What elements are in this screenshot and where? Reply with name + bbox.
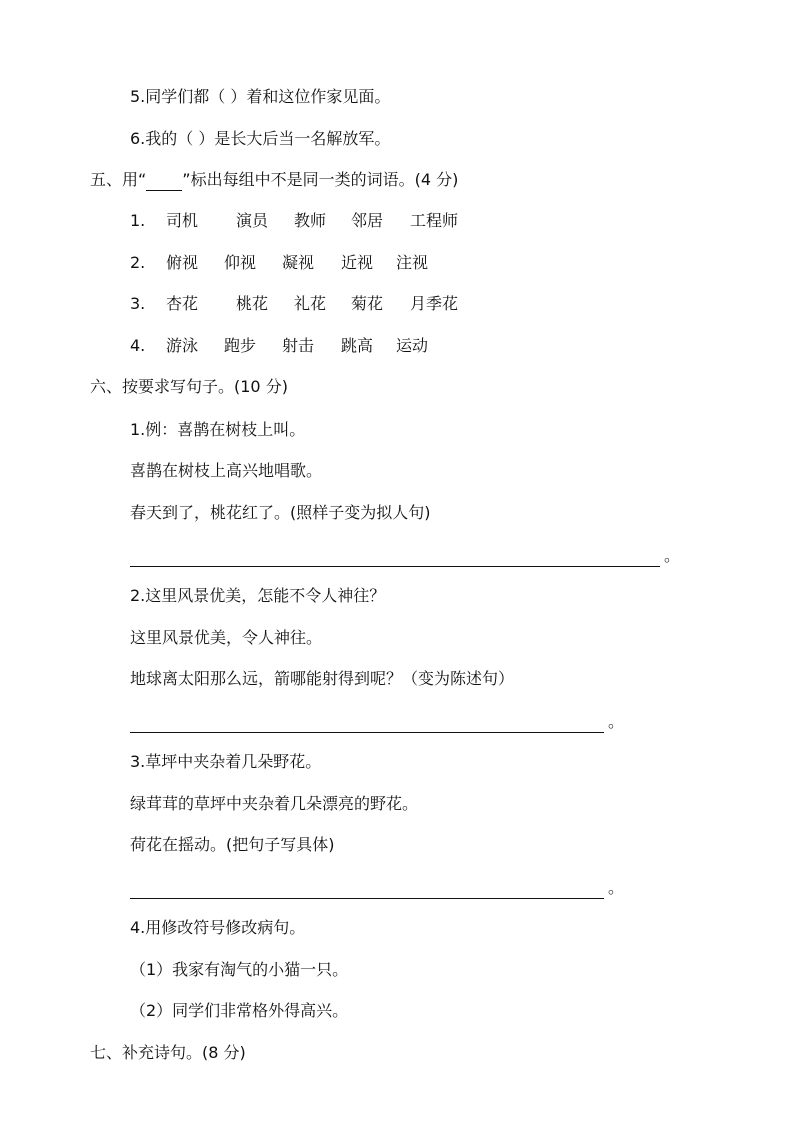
answer-period: 。	[608, 878, 625, 897]
q6-s3-task: 荷花在摇动。(把句子写具体)	[130, 835, 335, 854]
answer-line[interactable]	[130, 731, 604, 733]
q5-group-number: 2.	[130, 253, 146, 272]
q5-group-2	[130, 253, 428, 273]
q5-group-4	[130, 336, 428, 356]
q5-word[interactable]: 射击	[282, 336, 315, 355]
q6-s2-model: 这里风景优美，令人神往。	[130, 628, 323, 647]
q6-s1-task: 春天到了，桃花红了。(照样子变为拟人句)	[130, 503, 431, 522]
q5-word[interactable]: 邻居	[351, 211, 384, 230]
q5-word[interactable]: 注视	[396, 253, 429, 272]
q5-word[interactable]: 跳高	[341, 336, 374, 355]
q6-s2-answer	[130, 712, 624, 733]
q5-word[interactable]: 菊花	[351, 294, 384, 313]
q5-group-number: 1.	[130, 211, 146, 230]
q5-word[interactable]: 仰视	[224, 253, 257, 272]
q6-title: 六、按要求写句子。(10 分)	[90, 377, 288, 396]
q6-s2-task: 地球离太阳那么远，箭哪能射得到呢？（变为陈述句）	[130, 669, 515, 688]
q5-word[interactable]: 凝视	[282, 253, 315, 272]
q4-item-6: 6.我的（ ）是长大后当一名解放军。	[130, 129, 391, 148]
q4-item-5: 5.同学们都（ ）着和这位作家见面。	[130, 87, 391, 106]
q6-s2-example: 2.这里风景优美，怎能不令人神往？	[130, 586, 386, 605]
q5-group-number: 3.	[130, 294, 146, 313]
answer-period: 。	[664, 546, 681, 565]
q6-s3-model: 绿茸茸的草坪中夹杂着几朵漂亮的野花。	[130, 794, 419, 813]
q6-s3-example: 3.草坪中夹杂着几朵野花。	[130, 752, 322, 771]
q5-word[interactable]: 游泳	[166, 336, 199, 355]
q5-group-1	[130, 211, 458, 231]
q5-group-3	[130, 294, 458, 314]
q5-title-prefix: 五、用“	[90, 170, 147, 189]
answer-line[interactable]	[130, 897, 604, 899]
q5-word[interactable]: 工程师	[410, 211, 459, 230]
q5-group-number: 4.	[130, 336, 146, 355]
q6-s4-item-2: （2）同学们非常格外得高兴。	[130, 1001, 349, 1020]
q6-s4-title: 4.用修改符号修改病句。	[130, 918, 306, 937]
q5-word[interactable]: 桃花	[236, 294, 269, 313]
q6-s1-example: 1.例：喜鹊在树枝上叫。	[130, 420, 306, 439]
q5-word[interactable]: 教师	[294, 211, 327, 230]
q5-word[interactable]: 司机	[166, 211, 199, 230]
q6-s4-item-1: （1）我家有淘气的小猫一只。	[130, 960, 349, 979]
answer-line[interactable]	[130, 565, 660, 567]
q6-s1-model: 喜鹊在树枝上高兴地唱歌。	[130, 461, 323, 480]
q5-word[interactable]: 演员	[236, 211, 269, 230]
q6-s3-answer	[130, 878, 624, 899]
q5-title	[90, 170, 458, 191]
q5-title-suffix: ”标出每组中不是同一类的词语。(4 分)	[182, 170, 459, 189]
q5-word[interactable]: 近视	[341, 253, 374, 272]
q6-s1-answer	[130, 546, 680, 567]
q5-word[interactable]: 杏花	[166, 294, 199, 313]
q5-title-underline-sample	[146, 189, 182, 191]
answer-period: 。	[608, 712, 625, 731]
q5-word[interactable]: 月季花	[410, 294, 459, 313]
q5-word[interactable]: 礼花	[294, 294, 327, 313]
q5-word[interactable]: 运动	[396, 336, 429, 355]
q5-word[interactable]: 跑步	[224, 336, 257, 355]
q5-word[interactable]: 俯视	[166, 253, 199, 272]
q7-title: 七、补充诗句。(8 分)	[90, 1043, 246, 1062]
